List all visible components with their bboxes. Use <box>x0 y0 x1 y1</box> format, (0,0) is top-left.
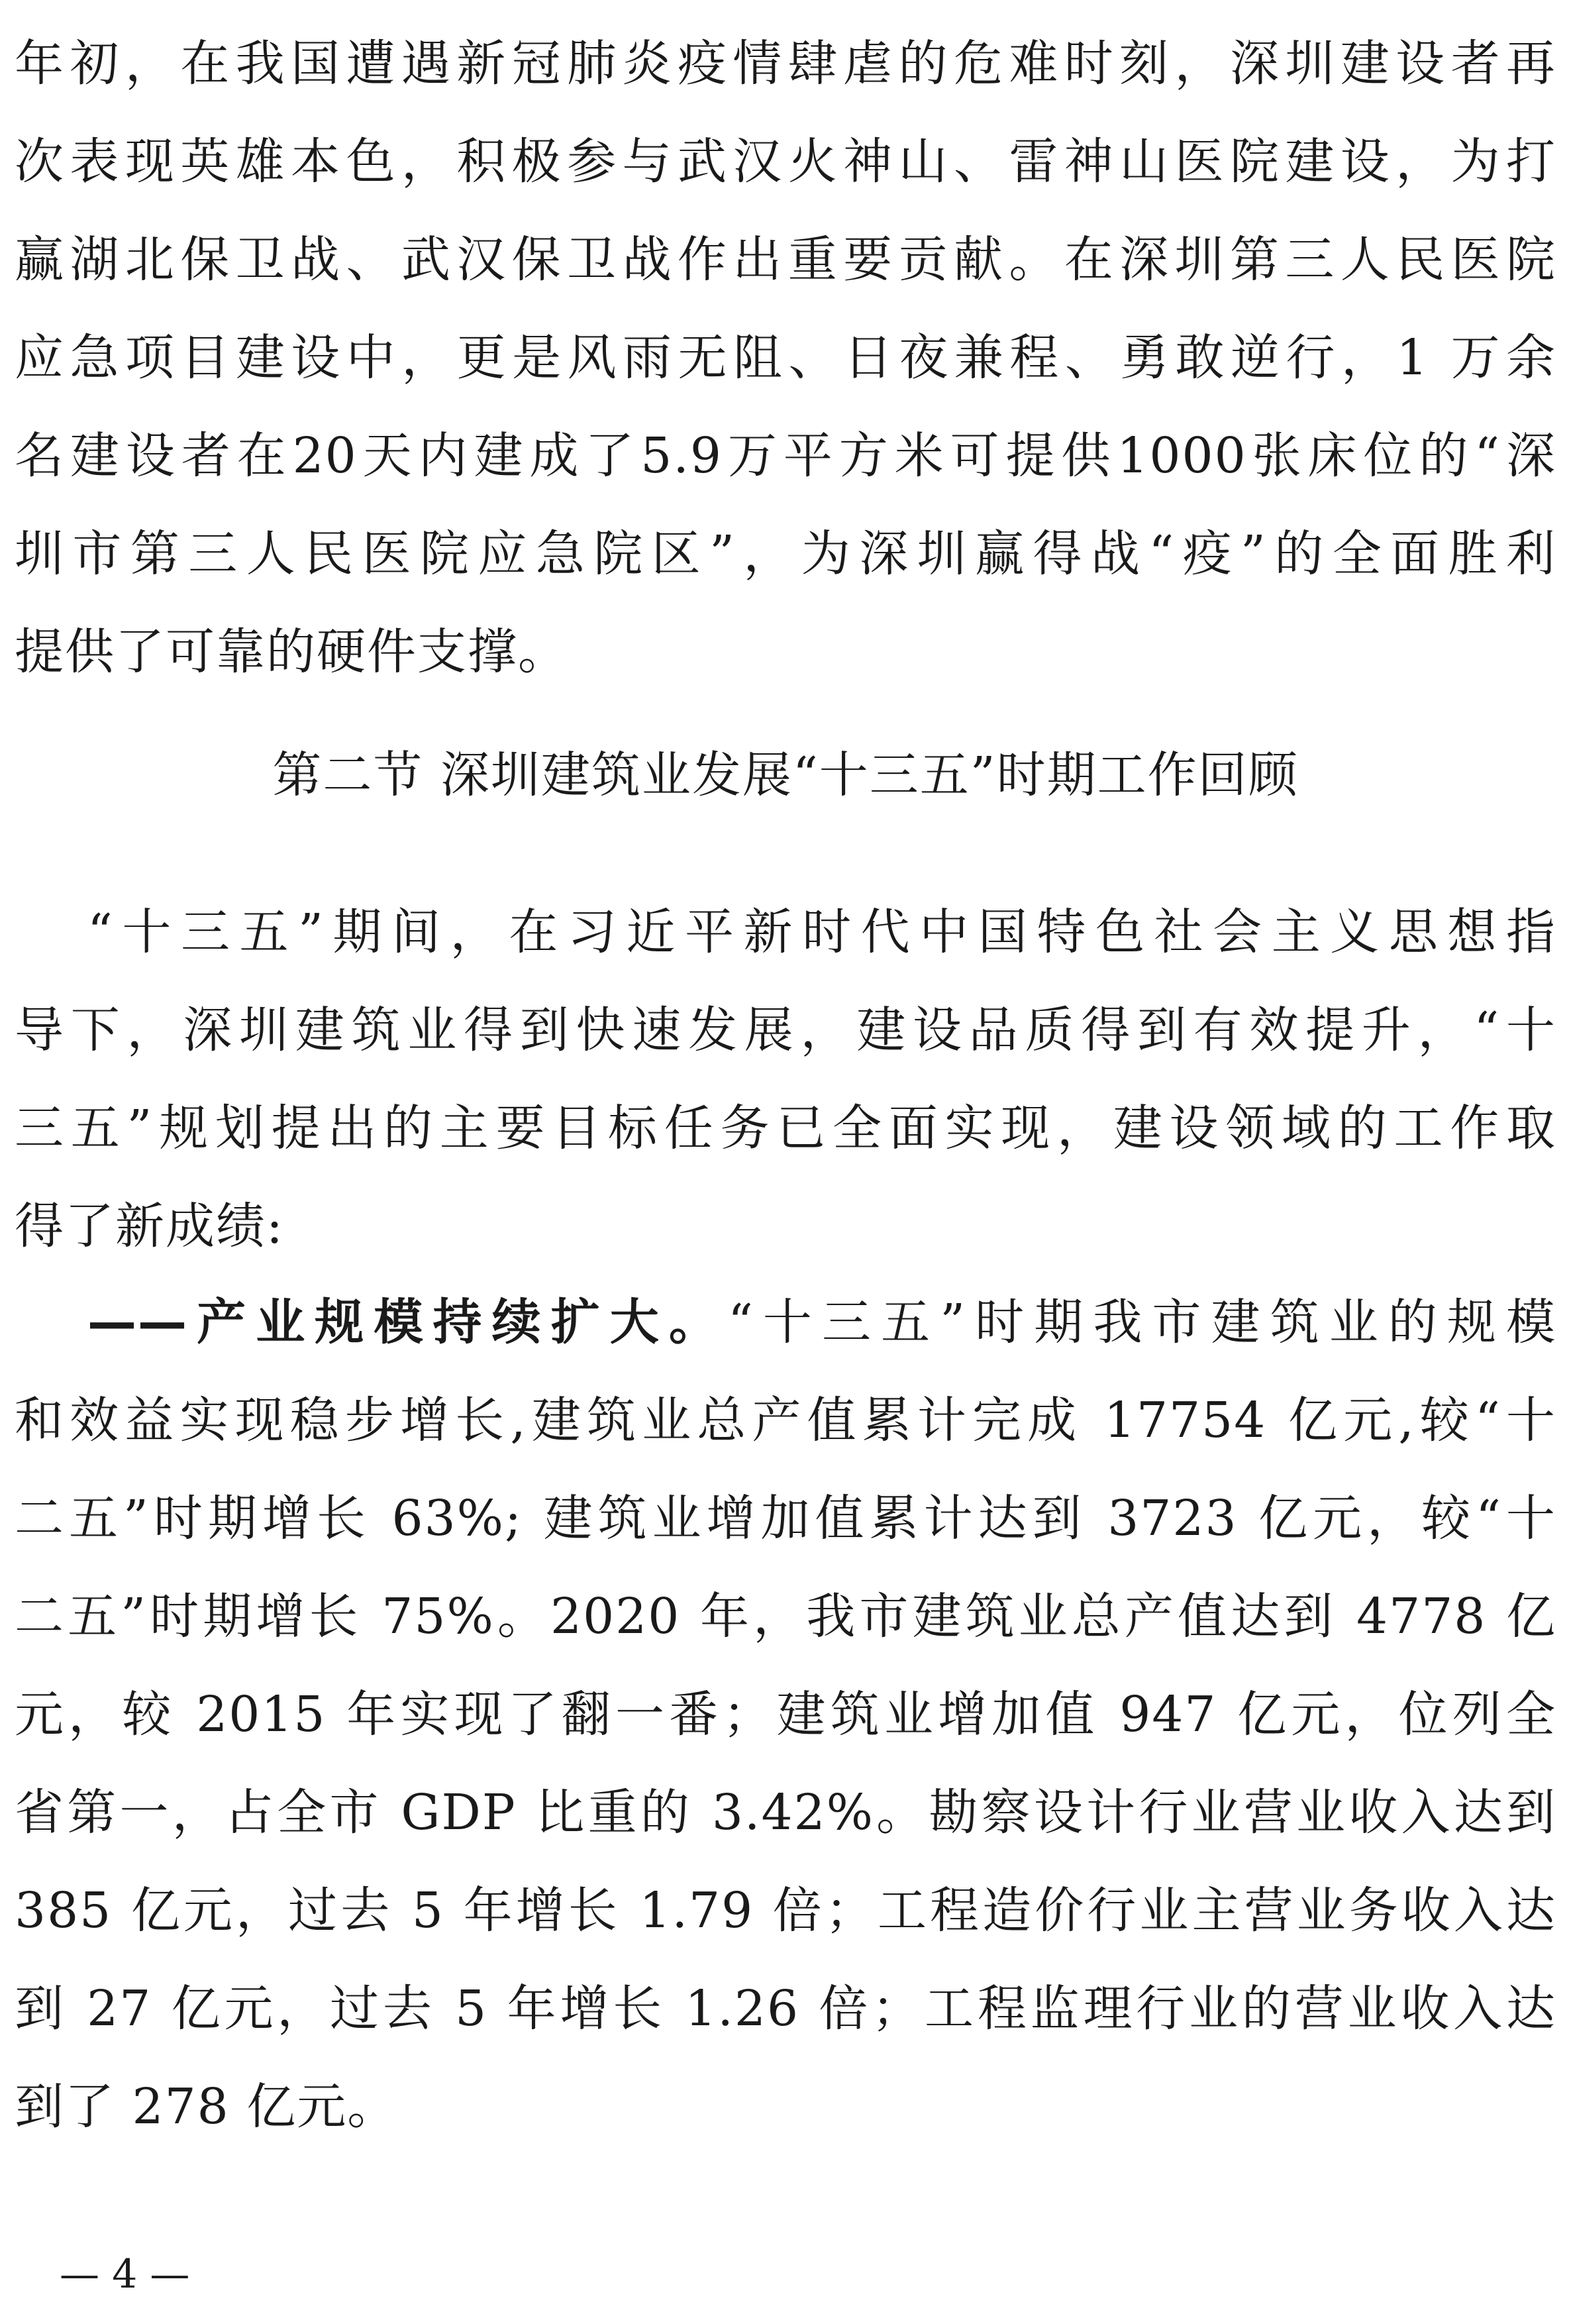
text-line: 导下，深圳建筑业得到快速发展，建设品质得到有效提升，“十 <box>15 1002 1556 1059</box>
text-line: 和效益实现稳步增长,建筑业总产值累计完成 17754 亿元,较“十 <box>15 1392 1556 1449</box>
text-line-lead <box>15 1273 1556 1371</box>
text-line: 385 亿元，过去 5 年增长 1.79 倍；工程造价行业主营业务收入达 <box>15 1882 1556 1939</box>
text-line: 得了新成绩: <box>15 1198 284 1255</box>
text-line: 元，较 2015 年实现了翻一番；建筑业增加值 947 亿元，位列全 <box>15 1686 1556 1743</box>
text-line: 到 27 亿元，过去 5 年增长 1.26 倍；工程监理行业的营业收入达 <box>15 1980 1556 2037</box>
text-line: 省第一，占全市 GDP 比重的 3.42%。勘察设计行业营业收入达到 <box>15 1784 1556 1841</box>
page-number: — 4 — <box>60 2251 190 2298</box>
text-line: “十三五”期间，在习近平新时代中国特色社会主义思想指 <box>87 904 1556 961</box>
text-line: 年初，在我国遭遇新冠肺炎疫情肆虐的危难时刻，深圳建设者再 <box>15 35 1556 92</box>
text-line: 二五”时期增长 75%。2020 年，我市建筑业总产值达到 4778 亿 <box>15 1588 1556 1645</box>
text-line: 名建设者在20天内建成了5.9万平方米可提供1000张床位的“深 <box>15 427 1556 484</box>
paragraph-covid-construction <box>15 15 1556 701</box>
paragraph-review-intro <box>15 883 1556 1275</box>
bold-lead-phrase: ——产业规模持续扩大。 <box>87 1294 728 1351</box>
text-line: 到了 278 亿元。 <box>15 2078 398 2135</box>
text-line: 次表现英雄本色，积极参与武汉火神山、雷神山医院建设，为打 <box>15 133 1556 190</box>
section-heading: 第二节 深圳建筑业发展“十三五”时期工作回顾 <box>272 747 1299 804</box>
text-line: 二五”时期增长 63%; 建筑业增加值累计达到 3723 亿元，较“十 <box>15 1490 1556 1547</box>
text-line: 提供了可靠的硬件支撑。 <box>15 623 568 680</box>
text-line: 三五”规划提出的主要目标任务已全面实现，建设领域的工作取 <box>15 1100 1556 1157</box>
text-line: 赢湖北保卫战、武汉保卫战作出重要贡献。在深圳第三人民医院 <box>15 231 1556 288</box>
text-line: 应急项目建设中，更是风雨无阻、日夜兼程、勇敢逆行，1 万余 <box>15 329 1556 386</box>
lead-rest-text: “十三五”时期我市建筑业的规模 <box>727 1294 1557 1351</box>
text-line: 圳市第三人民医院应急院区”，为深圳赢得战“疫”的全面胜利 <box>15 525 1556 582</box>
paragraph-industry-scale <box>15 1273 1556 2156</box>
